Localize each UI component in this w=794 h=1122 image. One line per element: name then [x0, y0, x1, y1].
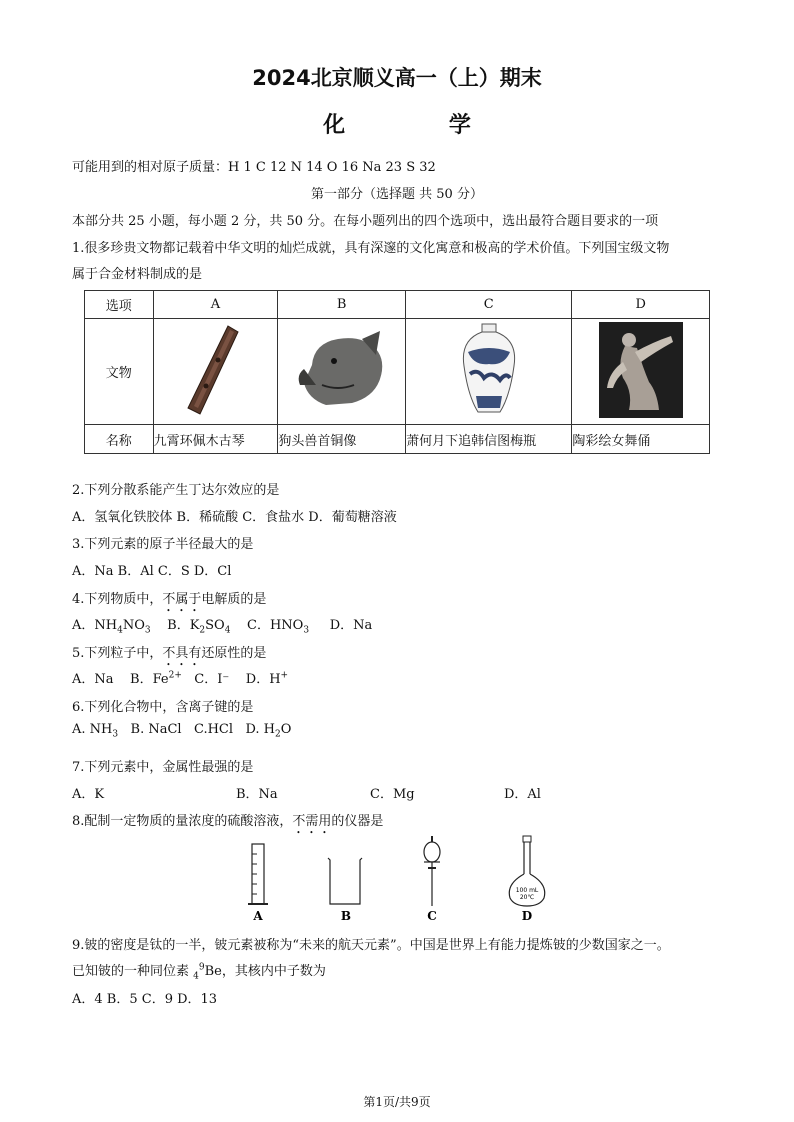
- option-a: A．K: [72, 787, 105, 802]
- q4-options: A．$NH_4NO_3$ B．$K_2SO_4$ C．$HNO_3$ D．Na: [72, 618, 373, 636]
- emphasis-text: 不属于: [162, 592, 202, 607]
- emphasis-text: 不具有: [162, 646, 202, 661]
- bronze-dog-head-icon: [292, 325, 392, 415]
- separatory-funnel-icon: [424, 836, 440, 906]
- q3-stem: 3.下列元素的原子半径最大的是: [72, 537, 254, 552]
- apparatus-label: C: [427, 909, 437, 923]
- option-b: B．Na: [236, 787, 278, 802]
- atomic-masses: 可能用到的相对原子质量：H 1 C 12 N 14 O 16 Na 23 S 32: [72, 160, 436, 175]
- flask-temp-label: 20℃: [519, 894, 535, 901]
- apparatus-label: D: [521, 909, 533, 923]
- option-header: A: [153, 291, 278, 319]
- q5-options: A．Na B．$Fe^{2+}$ C．I⁻ D．H+: [72, 670, 289, 687]
- q7-stem: 7.下列元素中，金属性最强的是: [72, 760, 254, 775]
- q9-stem-line1: 9.铍的密度是钛的一半，铍元素被称为“未来的航天元素”。中国是世界上有能力提炼铍的少数国家之一。: [72, 938, 670, 953]
- graduated-cylinder-icon: [248, 844, 268, 904]
- guqin-icon: [170, 320, 260, 420]
- q6-options: A. $NH_3$ B. NaCl C.HCl D. $H_2O$: [72, 722, 292, 740]
- q8-stem: 8.配制一定物质的量浓度的硫酸溶液，不需用的仪器是: [72, 814, 384, 829]
- dancer-figurine-icon: [599, 322, 683, 418]
- relic-bronze-dog-head-image: [278, 319, 406, 425]
- q1-stem-line1: 1.很多珍贵文物都记载着中华文明的灿烂成就，具有深邃的文化寓意和极高的学术价值。下列国宝级文物: [72, 241, 670, 256]
- meiping-vase-icon: [454, 322, 524, 418]
- page-footer: 第1页/共9页: [363, 1095, 431, 1109]
- option-c: C．Mg: [370, 787, 415, 802]
- relic-guqin-image: [153, 319, 278, 425]
- relic-name: 萧何月下追韩信图梅瓶: [406, 425, 572, 454]
- q9-stem-line2: 已知铍的一种同位素 $_4^9$Be，其核内中子数为: [72, 962, 326, 982]
- relic-name: 狗头兽首铜像: [278, 425, 406, 454]
- q3-options: A．Na B．Al C．S D．Cl: [72, 564, 232, 579]
- part-intro: 本部分共 25 小题，每小题 2 分，共 50 分。在每小题列出的四个选项中，选出最符合题目要求的一项: [72, 214, 659, 229]
- relic-name: 九霄环佩木古琴: [153, 425, 278, 454]
- option-header: B: [278, 291, 406, 319]
- q9-options: A．4 B．5 C．9 D．13: [72, 992, 218, 1007]
- option-header: D: [572, 291, 710, 319]
- q6-stem: 6.下列化合物中，含离子键的是: [72, 700, 254, 715]
- flask-volume-label: 100 mL: [515, 887, 539, 894]
- apparatus-label: B: [340, 909, 352, 923]
- q5-stem: 5.下列粒子中，不具有还原性的是: [72, 646, 267, 661]
- page-title: 2024北京顺义高一（上）期末: [252, 66, 542, 90]
- q4-stem: 4.下列物质中，不属于电解质的是: [72, 592, 267, 607]
- subject-title: 化 学: [323, 113, 519, 138]
- row-label: 名称: [85, 425, 154, 454]
- apparatus-figure: [230, 834, 580, 924]
- table-row: [85, 425, 710, 454]
- emphasis-text: 不需用: [292, 814, 332, 829]
- lab-apparatus-icon: [230, 834, 580, 924]
- beaker-icon: [328, 858, 362, 904]
- relic-meiping-vase-image: [406, 319, 572, 425]
- relics-table: [84, 290, 710, 454]
- row-label: 选项: [85, 291, 154, 319]
- part-heading: 第一部分（选择题 共 50 分）: [311, 187, 483, 202]
- row-label: 文物: [85, 319, 154, 425]
- volumetric-flask-icon: [509, 836, 544, 906]
- relic-name: 陶彩绘女舞俑: [572, 425, 710, 454]
- relic-dancer-figurine-image: [572, 319, 710, 425]
- table-row: [85, 319, 710, 425]
- table-row: [85, 291, 710, 319]
- q2-stem: 2.下列分散系能产生丁达尔效应的是: [72, 483, 280, 498]
- q1-stem-line2: 属于合金材料制成的是: [72, 267, 203, 282]
- option-d: D．Al: [504, 787, 541, 802]
- q2-options: A．氢氧化铁胶体 B．稀硫酸 C．食盐水 D．葡萄糖溶液: [72, 510, 397, 525]
- option-header: C: [406, 291, 572, 319]
- apparatus-label: A: [253, 909, 263, 923]
